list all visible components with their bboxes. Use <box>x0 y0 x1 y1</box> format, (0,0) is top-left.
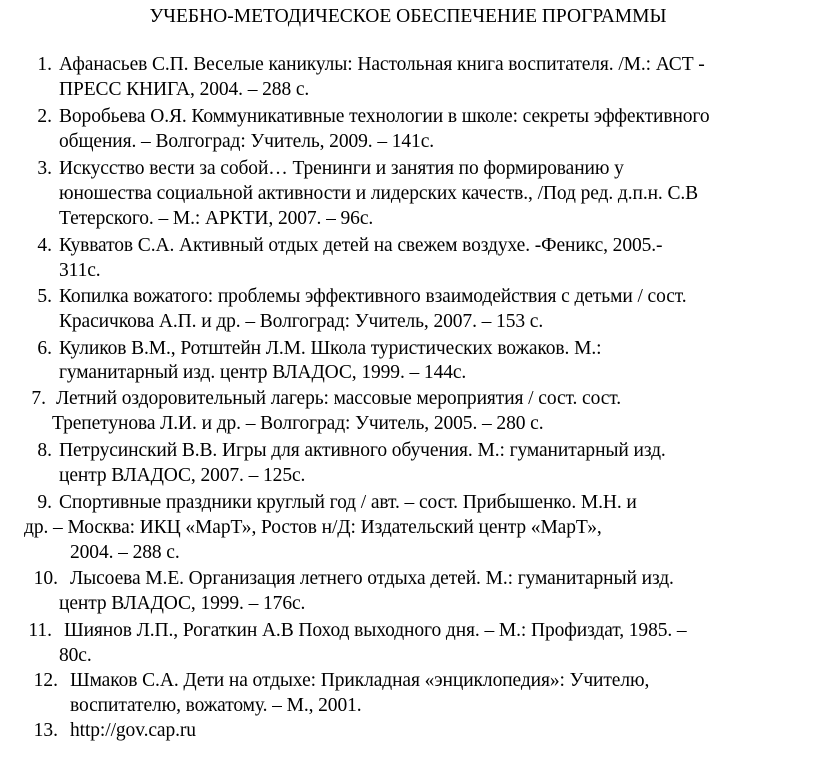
item-line: Петрусинский В.В. Игры для активного обучения. М.: гуманитарный изд. <box>59 440 666 461</box>
item-line: юношества социальной активности и лидерских качеств., /Под ред. д.п.н. С.В <box>59 183 699 204</box>
item-number: 13. <box>33 720 58 741</box>
item-line: Спортивные праздники круглый год / авт. – сост. Прибышенко. М.Н. и <box>59 492 637 513</box>
item-line: Красичкова А.П. и др. – Волгоград: Учитель, 2007. – 153 с. <box>59 311 544 332</box>
item-line: Трепетунова Л.И. и др. – Волгоград: Учитель, 2005. – 280 с. <box>52 413 544 434</box>
item-line: центр ВЛАДОС, 2007. – 125с. <box>59 465 306 486</box>
item-line: Шмаков С.А. Дети на отдыхе: Прикладная «энциклопедия»: Учителю, <box>70 670 650 691</box>
item-line: воспитателю, вожатому. – М., 2001. <box>70 695 362 716</box>
item-number: 11. <box>28 620 52 641</box>
item-number: 8. <box>37 440 52 461</box>
item-number: 10. <box>33 568 58 589</box>
item-line: Летний оздоровительный лагерь: массовые мероприятия / сост. сост. <box>56 388 621 409</box>
item-line[interactable]: http://gov.cap.ru <box>70 720 196 741</box>
item-line: 311с. <box>59 260 101 281</box>
item-line: Воробьева О.Я. Коммуникативные технологии в школе: секреты эффективного <box>59 106 710 127</box>
item-line: Шиянов Л.П., Рогаткин А.В Поход выходного дня. – М.: Профиздат, 1985. – <box>64 620 687 641</box>
item-line: Тетерского. – М.: АРКТИ, 2007. – 96с. <box>59 208 374 229</box>
item-line: 2004. – 288 с. <box>70 542 180 563</box>
page-title: УЧЕБНО-МЕТОДИЧЕСКОЕ ОБЕСПЕЧЕНИЕ ПРОГРАММЫ <box>149 6 667 27</box>
item-line: Куликов В.М., Ротштейн Л.М. Школа туристических вожаков. М.: <box>59 338 602 359</box>
item-line: гуманитарный изд. центр ВЛАДОС, 1999. – 144с. <box>59 362 467 383</box>
item-line: Кувватов С.А. Активный отдых детей на свежем воздухе. -Феникс, 2005.- <box>59 235 663 256</box>
item-line: Афанасьев С.П. Веселые каникулы: Настольная книга воспитателя. /М.: АСТ - <box>59 54 705 75</box>
item-line: 80с. <box>59 645 92 666</box>
item-number: 5. <box>37 286 52 307</box>
item-line: др. – Москва: ИКЦ «МарТ», Ростов н/Д: Издательский центр «МарТ», <box>24 517 602 538</box>
item-number: 1. <box>37 54 52 75</box>
item-line: Искусство вести за собой… Тренинги и занятия по формированию у <box>59 158 624 179</box>
item-number: 3. <box>37 158 52 179</box>
item-number: 9. <box>37 492 52 513</box>
item-line: ПРЕСС КНИГА, 2004. – 288 с. <box>59 79 310 100</box>
item-number: 4. <box>37 235 52 256</box>
item-number: 6. <box>37 338 52 359</box>
item-line: Лысоева М.Е. Организация летнего отдыха детей. М.: гуманитарный изд. <box>70 568 674 589</box>
item-number: 12. <box>33 670 58 691</box>
item-line: центр ВЛАДОС, 1999. – 176с. <box>59 593 306 614</box>
item-line: Копилка вожатого: проблемы эффективного взаимодействия с детьми / сост. <box>59 286 687 307</box>
item-number: 7. <box>31 388 46 409</box>
item-number: 2. <box>37 106 52 127</box>
item-line: общения. – Волгоград: Учитель, 2009. – 141с. <box>59 131 435 152</box>
